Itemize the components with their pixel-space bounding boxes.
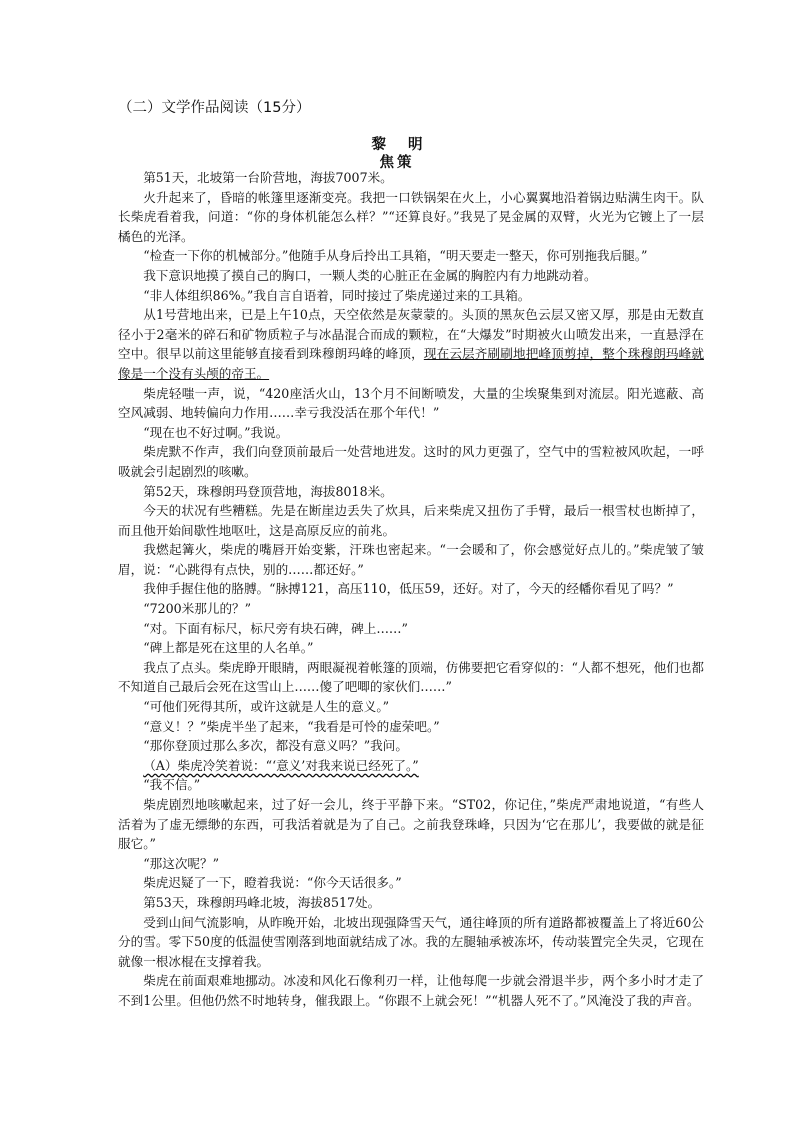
- paragraph: 柴虎在前面艰难地挪动。冰凌和风化石像利刃一样，让他每爬一步就会滑退半步，两个多小时才走了不到1公里。但他仍然不时地转身，催我跟上。“你跟不上就会死！”“机器人死不了。”风淹没了我的声音。: [118, 973, 704, 1008]
- paragraph: 第53天，珠穆朗玛峰北坡，海拔8517处。: [143, 894, 381, 910]
- paragraph: “可他们死得其所，或许这就是人生的意义。”: [143, 699, 390, 715]
- paragraph: “检查一下你的机械部分。”他随手从身后拎出工具箱，“明天要走一整天，你可别拖我后腿。”: [143, 248, 648, 264]
- paragraph: [118, 756, 704, 776]
- paragraph: 我燃起篝火，柴虎的嘴唇开始变紫，汗珠也密起来。“一会暖和了，你会感觉好点儿的。”柴虎皱了皱眉，说：“心跳得有点快，别的……都还好。”: [118, 542, 704, 577]
- underlined-sentence: 现在云层齐刷刷地把峰顶剪掉，整个珠穆朗玛峰就像是一个没有头颅的帝王。: [118, 346, 705, 381]
- paragraph: “那这次呢？”: [143, 855, 220, 871]
- paragraph: 柴虎剧烈地咳嗽起来，过了好一会儿，终于平静下来。“ST02，你记住，”柴虎严肃地说道，“有些人活着为了虚无缥缈的东西，可我活着就是为了自己。之前我登珠峰，只因为‘它在那儿’，我要做的就是征服它。”: [118, 797, 704, 852]
- paragraph: “我不信。”: [143, 777, 201, 793]
- wavy-underlined-sentence-a: （A）柴虎冷笑着说：“‘意义’对我来说已经死了。”: [143, 757, 419, 773]
- paragraph: 柴虎迟疑了一下，瞪着我说：“你今天话很多。”: [143, 875, 402, 891]
- paragraph: 火升起来了，昏暗的帐篷里逐渐变亮。我把一口铁锅架在火上，小心翼翼地沿着锅边贴满生肉干。队长柴虎看着我，问道：“你的身体机能怎么样？”“还算良好。”我晃了晃金属的双臂，火光为它镀上了一层橘色的光泽。: [118, 189, 704, 244]
- paragraph: “意义！？”柴虎半坐了起来，“我看是可怜的虚荣吧。”: [143, 718, 440, 734]
- paragraph: “那你登顶过那么多次，都没有意义吗？”我问。: [143, 738, 408, 754]
- paragraph: 我伸手握住他的胳膊。“脉搏121，高压110，低压59，还好。对了，今天的经幡你看见了吗？”: [143, 581, 674, 597]
- paragraph: 第51天，北坡第一台阶营地，海拔7007米。: [143, 170, 393, 185]
- paragraph: 从1号营地出来，已是上午10点，天空依然是灰蒙蒙的。头顶的黑灰色云层又密又厚，那是由无数直径小于2毫米的碎石和矿物质粒子与冰晶混合而成的颗粒，在“大爆发”时期被火山喷发出来，一直悬浮在空中。很早以前这里能够直接看到珠穆朗玛峰的峰顶，现在云层齐刷刷地把峰顶剪掉，整个珠穆朗玛峰就像是一个没有头颅的帝王。: [118, 307, 705, 381]
- story-body: [118, 168, 704, 1011]
- paragraph: 今天的状况有些糟糕。先是在断崖边丢失了炊具，后来柴虎又扭伤了手臂，最后一根雪杖也断掉了，而且他开始间歇性地呕吐，这是高原反应的前兆。: [118, 503, 704, 538]
- paragraph: 我点了点头。柴虎睁开眼睛，两眼凝视着帐篷的顶端，仿佛要把它看穿似的：“人都不想死，他们也都不知道自己最后会死在这雪山上……傻了吧唧的家伙们……”: [118, 659, 704, 695]
- paragraph: “现在也不好过啊。”我说。: [143, 424, 289, 440]
- paragraph: “碑上都是死在这里的人名单。”: [143, 640, 314, 656]
- paragraph: 我下意识地摸了摸自己的胸口，一颗人类的心脏正在金属的胸腔内有力地跳动着。: [143, 267, 597, 283]
- section-title: （二）文学作品阅读（15分）: [118, 100, 311, 116]
- paragraph: 受到山间气流影响，从昨晚开始，北坡出现强降雪天气，通往峰顶的所有道路都被覆盖上了将近60公分的雪。零下50度的低温使雪刚落到地面就结成了冰。我的左腿轴承被冻坏，传动装置完全失灵，它现在就像一根冰棍在支撑着我。: [118, 914, 704, 969]
- paragraph: “非人体组织86%。”我自言自语着，同时接过了柴虎递过来的工具箱。: [143, 287, 531, 303]
- story-title: 黎明: [371, 137, 445, 153]
- paragraph: 柴虎默不作声，我们向登顶前最后一处营地进发。这时的风力更强了，空气中的雪粒被风吹起，一呼吸就会引起剧烈的咳嗽。: [118, 444, 704, 479]
- paragraph: “7200米那儿的？”: [143, 601, 252, 617]
- paragraph: 第52天，珠穆朗玛登顶营地，海拔8018米。: [143, 483, 393, 499]
- story-author: 焦策: [379, 155, 415, 171]
- paragraph: 柴虎轻嗤一声，说，“420座活火山，13个月不间断喷发，大量的尘埃聚集到对流层。阳光遮蔽、高空风减弱、地转偏向力作用……幸亏我没活在那个年代！”: [118, 385, 704, 421]
- paragraph: “对。下面有标尺，标尺旁有块石碑，碑上……”: [143, 620, 408, 636]
